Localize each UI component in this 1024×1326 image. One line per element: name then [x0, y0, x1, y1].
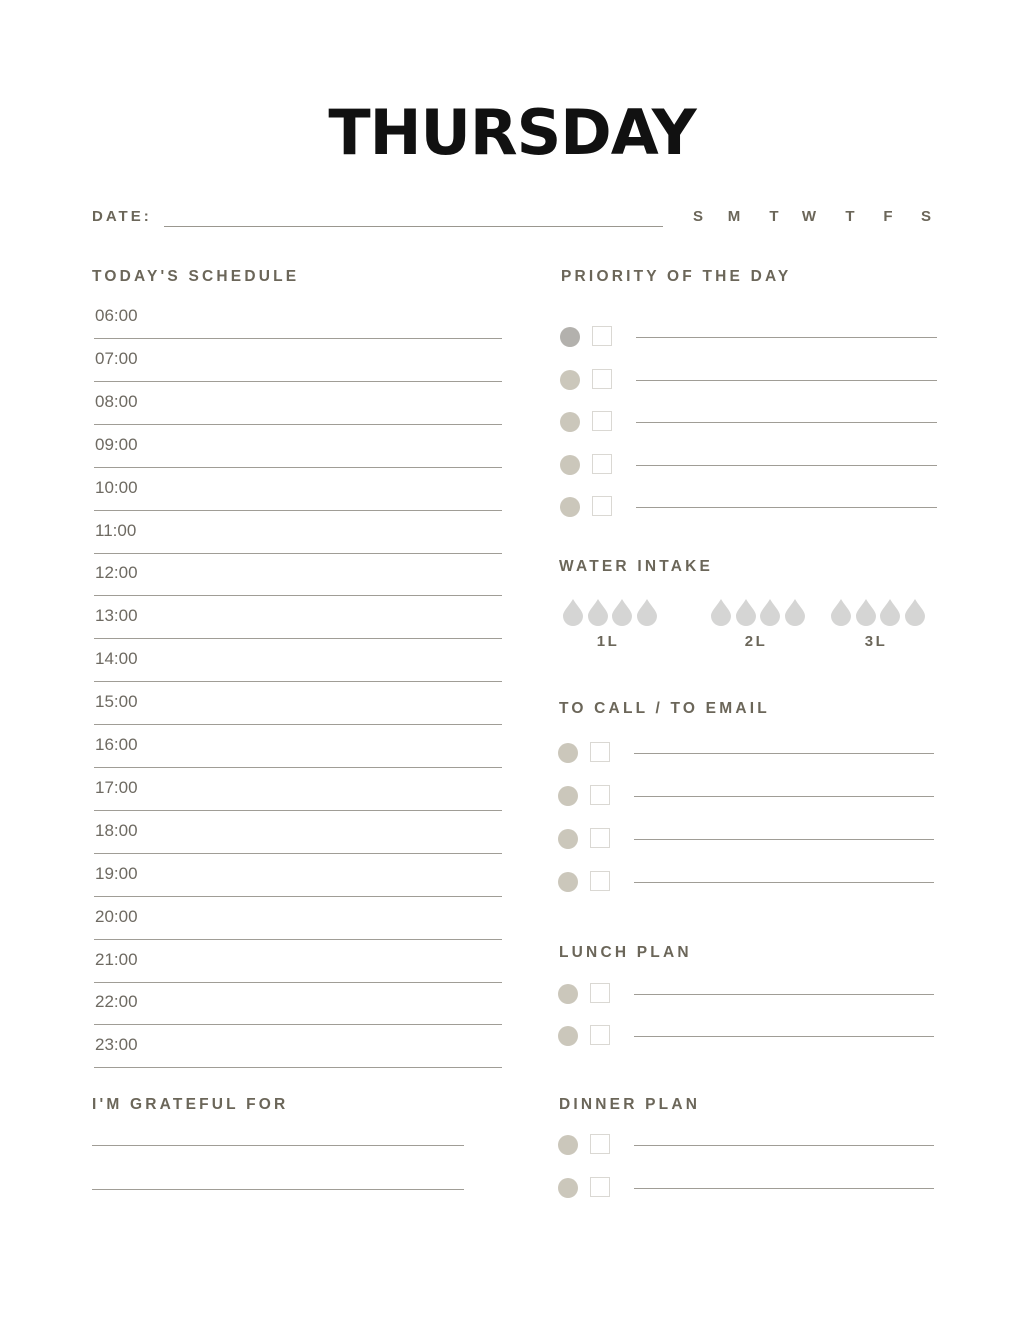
- schedule-entry-line[interactable]: [94, 767, 502, 768]
- checklist-row: [558, 741, 934, 765]
- checklist-row: [558, 1133, 934, 1157]
- schedule-hour-label: 13:00: [95, 606, 138, 626]
- weekday-sunday[interactable]: S: [692, 208, 703, 225]
- schedule-hour-label: 23:00: [95, 1035, 138, 1055]
- schedule-entry-line[interactable]: [94, 810, 502, 811]
- water-drop-icon[interactable]: [636, 598, 658, 626]
- schedule-hour-label: 06:00: [95, 306, 138, 325]
- checkbox[interactable]: [592, 454, 612, 474]
- bullet-dot-icon: [558, 786, 578, 806]
- bullet-dot-icon: [560, 412, 580, 432]
- schedule-entry-line[interactable]: [94, 724, 502, 725]
- checklist-row: [560, 410, 937, 434]
- water-drop-icon[interactable]: [735, 598, 757, 626]
- checkbox[interactable]: [592, 496, 612, 516]
- schedule-heading: TODAY'S SCHEDULE: [92, 268, 300, 285]
- lunch-heading: LUNCH PLAN: [559, 944, 692, 961]
- schedule-entry-line[interactable]: [94, 338, 502, 339]
- bullet-dot-icon: [558, 743, 578, 763]
- schedule-entry-line[interactable]: [94, 467, 502, 468]
- dinner-heading: DINNER PLAN: [559, 1096, 701, 1113]
- entry-line[interactable]: [636, 380, 937, 381]
- schedule-hour-label: 11:00: [95, 520, 137, 540]
- schedule-entry-line[interactable]: [94, 638, 502, 639]
- schedule-hour-label: 07:00: [95, 348, 138, 368]
- checkbox[interactable]: [590, 828, 610, 848]
- checkbox[interactable]: [590, 871, 610, 891]
- water-drop-icon[interactable]: [855, 598, 877, 626]
- weekday-tuesday[interactable]: T: [769, 208, 779, 225]
- schedule-hour-label: 10:00: [95, 477, 138, 497]
- date-label: DATE:: [92, 208, 152, 225]
- schedule-entry-line[interactable]: [94, 553, 502, 554]
- bullet-dot-icon: [560, 327, 580, 347]
- entry-line[interactable]: [634, 882, 934, 883]
- checklist-row: [560, 368, 937, 392]
- entry-line[interactable]: [634, 1188, 934, 1189]
- schedule-hour-label: 20:00: [95, 906, 138, 926]
- weekday-wednesday[interactable]: W: [801, 208, 817, 225]
- schedule-entry-line[interactable]: [94, 595, 502, 596]
- schedule-entry-line[interactable]: [94, 381, 502, 382]
- schedule-entry-line[interactable]: [94, 681, 502, 682]
- entry-line[interactable]: [634, 796, 934, 797]
- schedule-entry-line[interactable]: [94, 1024, 502, 1025]
- checklist-row: [558, 1024, 934, 1048]
- entry-line[interactable]: [636, 337, 937, 338]
- grateful-entry-line[interactable]: [92, 1189, 464, 1190]
- grateful-heading: I'M GRATEFUL FOR: [92, 1096, 289, 1113]
- checklist-row: [558, 1176, 934, 1200]
- checklist-row: [558, 784, 934, 808]
- water-drop-icon[interactable]: [879, 598, 901, 626]
- entry-line[interactable]: [634, 1036, 934, 1037]
- entry-line[interactable]: [636, 465, 937, 466]
- water-level-label: 3L: [864, 633, 888, 650]
- entry-line[interactable]: [634, 753, 934, 754]
- bullet-dot-icon: [560, 497, 580, 517]
- bullet-dot-icon: [558, 1135, 578, 1155]
- schedule-hour-label: 15:00: [95, 692, 138, 712]
- schedule-entry-line[interactable]: [94, 896, 502, 897]
- water-drop-icon[interactable]: [611, 598, 633, 626]
- water-drop-icon[interactable]: [587, 598, 609, 626]
- bullet-dot-icon: [558, 1178, 578, 1198]
- water-drop-icon[interactable]: [710, 598, 732, 626]
- schedule-entry-line[interactable]: [94, 939, 502, 940]
- bullet-dot-icon: [558, 872, 578, 892]
- schedule-hour-label: 08:00: [95, 391, 138, 411]
- weekday-thursday[interactable]: T: [845, 208, 855, 225]
- date-input-line[interactable]: [164, 226, 663, 227]
- checkbox[interactable]: [592, 326, 612, 346]
- water-level-label: 1L: [596, 633, 620, 650]
- entry-line[interactable]: [634, 994, 934, 995]
- checkbox[interactable]: [590, 983, 610, 1003]
- bullet-dot-icon: [558, 984, 578, 1004]
- checkbox[interactable]: [590, 1177, 610, 1197]
- entry-line[interactable]: [636, 507, 937, 508]
- checkbox[interactable]: [590, 1025, 610, 1045]
- checkbox[interactable]: [590, 1134, 610, 1154]
- bullet-dot-icon: [558, 829, 578, 849]
- weekday-saturday[interactable]: S: [920, 208, 931, 225]
- schedule-hour-label: 22:00: [95, 992, 138, 1012]
- checkbox[interactable]: [592, 411, 612, 431]
- water-drop-icon[interactable]: [904, 598, 926, 626]
- schedule-hour-label: 19:00: [95, 863, 138, 883]
- schedule-hour-label: 18:00: [95, 820, 138, 840]
- weekday-friday[interactable]: F: [883, 208, 893, 225]
- checklist-row: [558, 870, 934, 894]
- entry-line[interactable]: [634, 1145, 934, 1146]
- schedule-entry-line[interactable]: [94, 1067, 502, 1068]
- schedule-entry-line[interactable]: [94, 982, 502, 983]
- checklist-row: [558, 827, 934, 851]
- calls-heading: TO CALL / TO EMAIL: [559, 700, 770, 717]
- schedule-hour-label: 14:00: [95, 649, 138, 669]
- checkbox[interactable]: [590, 785, 610, 805]
- page-title: THURSDAY: [328, 96, 696, 169]
- water-drop-icon[interactable]: [759, 598, 781, 626]
- water-heading: WATER INTAKE: [559, 558, 714, 575]
- water-drop-icon[interactable]: [784, 598, 806, 626]
- bullet-dot-icon: [560, 370, 580, 390]
- entry-line[interactable]: [636, 422, 937, 423]
- water-drop-icon[interactable]: [830, 598, 852, 626]
- checklist-row: [558, 982, 934, 1006]
- checklist-row: [560, 325, 937, 349]
- priority-heading: PRIORITY OF THE DAY: [561, 268, 792, 285]
- schedule-entry-line[interactable]: [94, 424, 502, 425]
- schedule-hour-label: 12:00: [95, 563, 138, 583]
- bullet-dot-icon: [560, 455, 580, 475]
- schedule-entry-line[interactable]: [94, 853, 502, 854]
- checkbox[interactable]: [592, 369, 612, 389]
- weekday-monday[interactable]: M: [727, 208, 741, 225]
- bullet-dot-icon: [558, 1026, 578, 1046]
- checklist-row: [560, 453, 937, 477]
- schedule-hour-label: 16:00: [95, 735, 138, 754]
- schedule-hour-label: 21:00: [95, 949, 138, 969]
- water-level-label: 2L: [744, 633, 768, 650]
- checkbox[interactable]: [590, 742, 610, 762]
- water-drop-icon[interactable]: [562, 598, 584, 626]
- entry-line[interactable]: [634, 839, 934, 840]
- schedule-hour-label: 09:00: [95, 434, 138, 454]
- grateful-entry-line[interactable]: [92, 1145, 464, 1146]
- schedule-hour-label: 17:00: [95, 777, 138, 797]
- schedule-entry-line[interactable]: [94, 510, 502, 511]
- checklist-row: [560, 495, 937, 519]
